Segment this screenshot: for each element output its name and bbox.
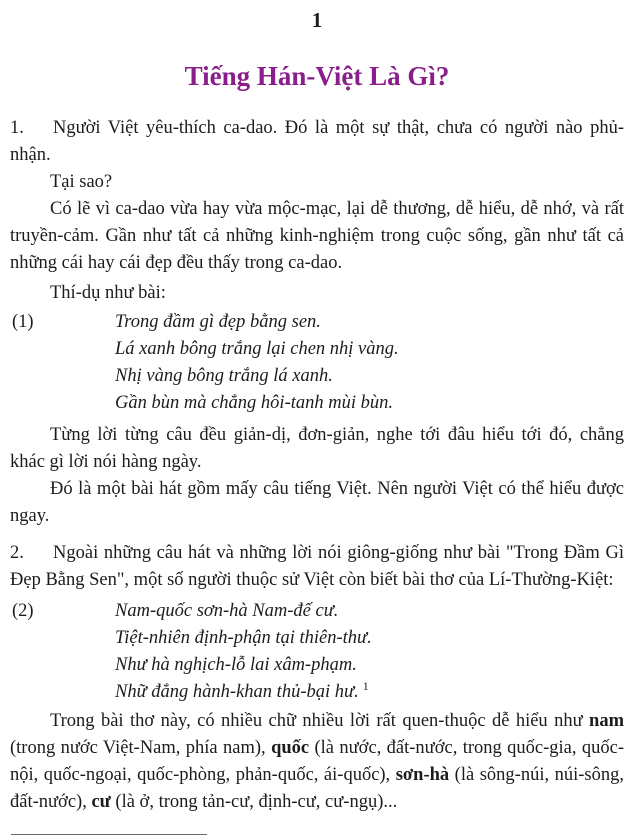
footnote-separator-rule bbox=[11, 834, 207, 835]
poem-1-line-4: Gần bùn mà chẳng hôi-tanh mùi bùn. bbox=[115, 393, 393, 413]
poem-2 bbox=[10, 598, 624, 706]
poem-1-line-3: Nhị vàng bông trắng lá xanh. bbox=[115, 366, 333, 386]
section1-question-paragraph: Tại sao? bbox=[50, 172, 113, 192]
poem-1-line-2: Lá xanh bông trắng lại chen nhị vàng. bbox=[115, 339, 399, 359]
section1-opening-paragraph bbox=[10, 115, 624, 169]
section1-reason-paragraph: Có lẽ vì ca-dao vừa hay vừa mộc-mạc, lại dễ thương, dễ hiểu, dễ nhớ, và rất truyền-cảm. Gần như tất cả những kinh-nghiệm trong cuộc sống, gần như tất cả những cái hay cái đẹp đều thấy trong ca-dao. bbox=[10, 199, 624, 273]
section1-comment1-paragraph: Từng lời từng câu đều giản-dị, đơn-giản, nghe tới đâu hiểu tới đó, chẳng khác gì lời nói hàng ngày. bbox=[10, 425, 624, 472]
section1-example-intro: Thí-dụ như bài: bbox=[50, 283, 166, 303]
poem-2-line-1: Nam-quốc sơn-hà Nam-đế cư. bbox=[115, 601, 339, 621]
footnote-reference: 1 bbox=[362, 678, 369, 693]
poem-1-label: (1) bbox=[12, 312, 34, 332]
poem-1 bbox=[10, 309, 624, 417]
section1-comment2-paragraph: Đó là một bài hát gồm mấy câu tiếng Việt. Nên người Việt có thể hiểu được ngay. bbox=[10, 479, 624, 526]
poem-2-line-2: Tiệt-nhiên định-phận tại thiên-thư. bbox=[115, 628, 372, 648]
poem-2-lines bbox=[115, 598, 624, 706]
poem-2-line-4 bbox=[115, 679, 624, 706]
page-number: 1 bbox=[311, 8, 323, 32]
section2-opening-paragraph bbox=[10, 540, 624, 594]
poem-1-line-1: Trong đầm gì đẹp bằng sen. bbox=[115, 312, 321, 332]
poem-2-line-3: Như hà nghịch-lỗ lai xâm-phạm. bbox=[115, 655, 357, 675]
section2-closing-paragraph: Trong bài thơ này, có nhiều chữ nhiều lời rất quen-thuộc dễ hiểu như nam (trong nước Việt-Nam, phía nam), quốc (là nước, đất-nước, trong quốc-gia, quốc-nội, quốc-ngoại, quốc-phòng, phản-quốc, ái-quốc), sơn-hà (là sông-núi, núi-sông, đất-nước), cư (là ở, trong tản-cư, định-cư, cư-ngụ)... bbox=[10, 711, 625, 812]
section2-number: 2. bbox=[10, 543, 24, 563]
section1-number: 1. bbox=[10, 118, 24, 138]
section2-opening-text: Ngoài những câu hát và những lời nói giông-giống như bài "Trong Đầm Gì Đẹp Bằng Sen", một số người thuộc sử Việt còn biết bài thơ của Lí-Thường-Kiệt: bbox=[10, 543, 624, 590]
poem-1-lines bbox=[115, 309, 624, 417]
page-title: Tiếng Hán-Việt Là Gì? bbox=[184, 61, 450, 91]
section1-opening-text: Người Việt yêu-thích ca-dao. Đó là một sự thật, chưa có người nào phủ-nhận. bbox=[10, 118, 624, 165]
poem-2-line-4-text: Nhữ đẳng hành-khan thủ-bại hư. bbox=[115, 682, 359, 702]
page-body bbox=[10, 115, 624, 816]
poem-2-label: (2) bbox=[12, 601, 34, 621]
